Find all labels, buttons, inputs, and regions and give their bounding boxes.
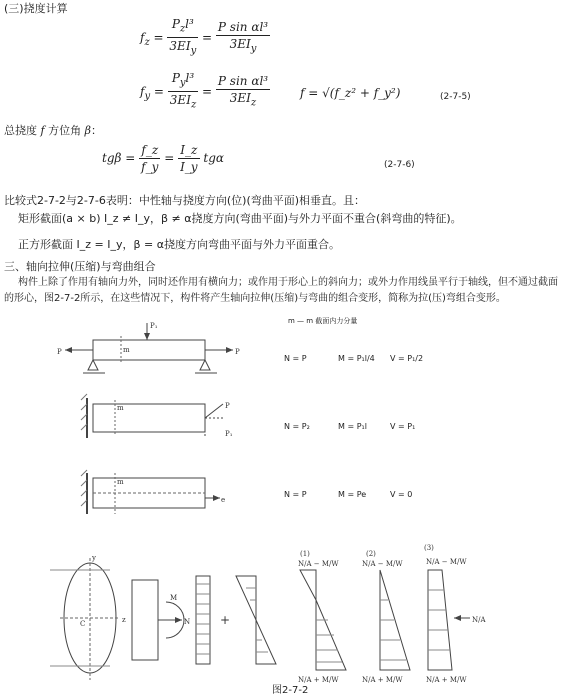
paragraph-line-1: 构件上除了作用有轴向力外，同时还作用有横向力；或作用于形心上的斜向力；或外力作用线虽平行于轴线，但不通过截面	[18, 277, 558, 288]
lhs-sub: z	[144, 36, 150, 48]
equation-tg-beta: tgβ = $\frac{f\_z}{f\_y}$ = $\frac{I\_z}{I\_y}$ tgα	[102, 143, 225, 174]
svg-text:P: P	[235, 348, 240, 356]
lhs-sub: y	[144, 90, 151, 102]
svg-text:(2): (2)	[366, 550, 376, 558]
svg-text:P₁: P₁	[150, 322, 158, 330]
svg-text:M: M	[170, 594, 178, 602]
row-3-M: M = Pe	[338, 490, 367, 499]
svg-text:P: P	[225, 402, 230, 410]
svg-text:N/A − M/W: N/A − M/W	[298, 560, 339, 568]
row-1-V: V = P₁/2	[390, 354, 424, 363]
plus-sign: +	[220, 613, 231, 627]
svg-text:z: z	[122, 616, 126, 624]
beam-figures	[55, 318, 255, 528]
lhs: f	[140, 84, 145, 99]
stress-distribution-figure	[50, 540, 490, 685]
rect-section-line: 矩形截面(a × b) I_z ≠ I_y，β ≠ α挠度方向(弯曲平面)与外力平面不重合(斜弯曲的特征)。	[18, 212, 462, 225]
figure-caption: 图2-7-2	[272, 685, 309, 696]
svg-text:N/A + M/W: N/A + M/W	[426, 676, 467, 684]
svg-text:N/A: N/A	[472, 616, 486, 624]
cross-section	[50, 554, 126, 680]
row-2-N: N = P₂	[284, 422, 310, 431]
section-heading: (三)挠度计算	[4, 2, 68, 15]
svg-text:P: P	[57, 348, 62, 356]
axial-stress-diagram	[196, 576, 210, 664]
svg-text:N: N	[184, 618, 191, 626]
svg-text:N/A − M/W: N/A − M/W	[362, 560, 403, 568]
table-header: m — m 截面内力分量	[288, 317, 358, 325]
row-1-N: N = P	[284, 354, 307, 363]
fraction-2: $\frac{\text{P sin αl³}}{3EI_z}$	[217, 73, 269, 109]
row-3-V: V = 0	[390, 490, 413, 499]
paragraph-line-2: 的形心，图2-7-2所示，在这些情况下，构件将产生轴向拉伸(压缩)与弯曲的组合变形，简称为拉(压)弯组合变形。	[4, 293, 506, 304]
svg-text:m: m	[123, 346, 130, 354]
svg-text:C: C	[80, 620, 86, 628]
square-section-line: 正方形截面 I_z = I_y，β = α挠度方向弯曲平面与外力平面重合。	[18, 238, 340, 251]
svg-text:N/A − M/W: N/A − M/W	[426, 558, 467, 566]
svg-text:m: m	[117, 404, 124, 412]
fraction-1: $\frac{P_yl^3}{3EI_z}$	[169, 71, 197, 111]
svg-text:e: e	[221, 496, 226, 504]
equation-number: (2-7-5)	[440, 92, 471, 102]
case-2-diagram	[362, 550, 410, 684]
svg-text:P₁: P₁	[225, 430, 233, 438]
row-2-V: V = P₁	[390, 422, 416, 431]
beam-3	[81, 470, 225, 514]
section3-title: 三、轴向拉伸(压缩)与弯曲组合	[4, 260, 156, 273]
beam-2	[81, 394, 233, 438]
svg-text:(1): (1)	[300, 550, 310, 558]
beam-1	[57, 322, 240, 373]
equation-fz: $f_z$ = $\frac{P_zl^3}{3EI_y}$ = $\frac{\text{P sin αl³}}{3EI_y}$	[140, 16, 270, 60]
fraction-2: $\frac{\text{P sin αl³}}{3EI_y}$	[217, 19, 269, 55]
svg-text:y: y	[92, 554, 96, 562]
equation-total-deflection: f = √(f_z² + f_y²)	[300, 86, 401, 100]
row-1-M: M = P₁l/4	[338, 354, 375, 363]
angle-line: 总挠度 f 方位角 β：	[4, 124, 102, 137]
lhs: f	[140, 30, 145, 45]
case-3-diagram	[424, 544, 486, 684]
equation-number: (2-7-6)	[384, 160, 415, 170]
equation-fy: $f_y$ = $\frac{P_yl^3}{3EI_z}$ = $\frac{\text{P sin αl³}}{3EI_z}$	[140, 70, 270, 114]
fraction-1: $\frac{P_zl^3}{3EI_y}$	[169, 17, 197, 57]
case-1-diagram	[298, 550, 346, 684]
row-3-N: N = P	[284, 490, 307, 499]
svg-text:(3): (3)	[424, 544, 434, 552]
svg-text:N/A + M/W: N/A + M/W	[298, 676, 339, 684]
svg-text:m: m	[117, 478, 124, 486]
svg-text:N/A + M/W: N/A + M/W	[362, 676, 403, 684]
beam-segment	[132, 580, 190, 660]
bending-stress-diagram	[236, 576, 276, 664]
compare-line: 比较式2-7-2与2-7-6表明：中性轴与挠度方向(位)(弯曲平面)相垂直。且：	[4, 194, 366, 207]
row-2-M: M = P₁l	[338, 422, 367, 431]
